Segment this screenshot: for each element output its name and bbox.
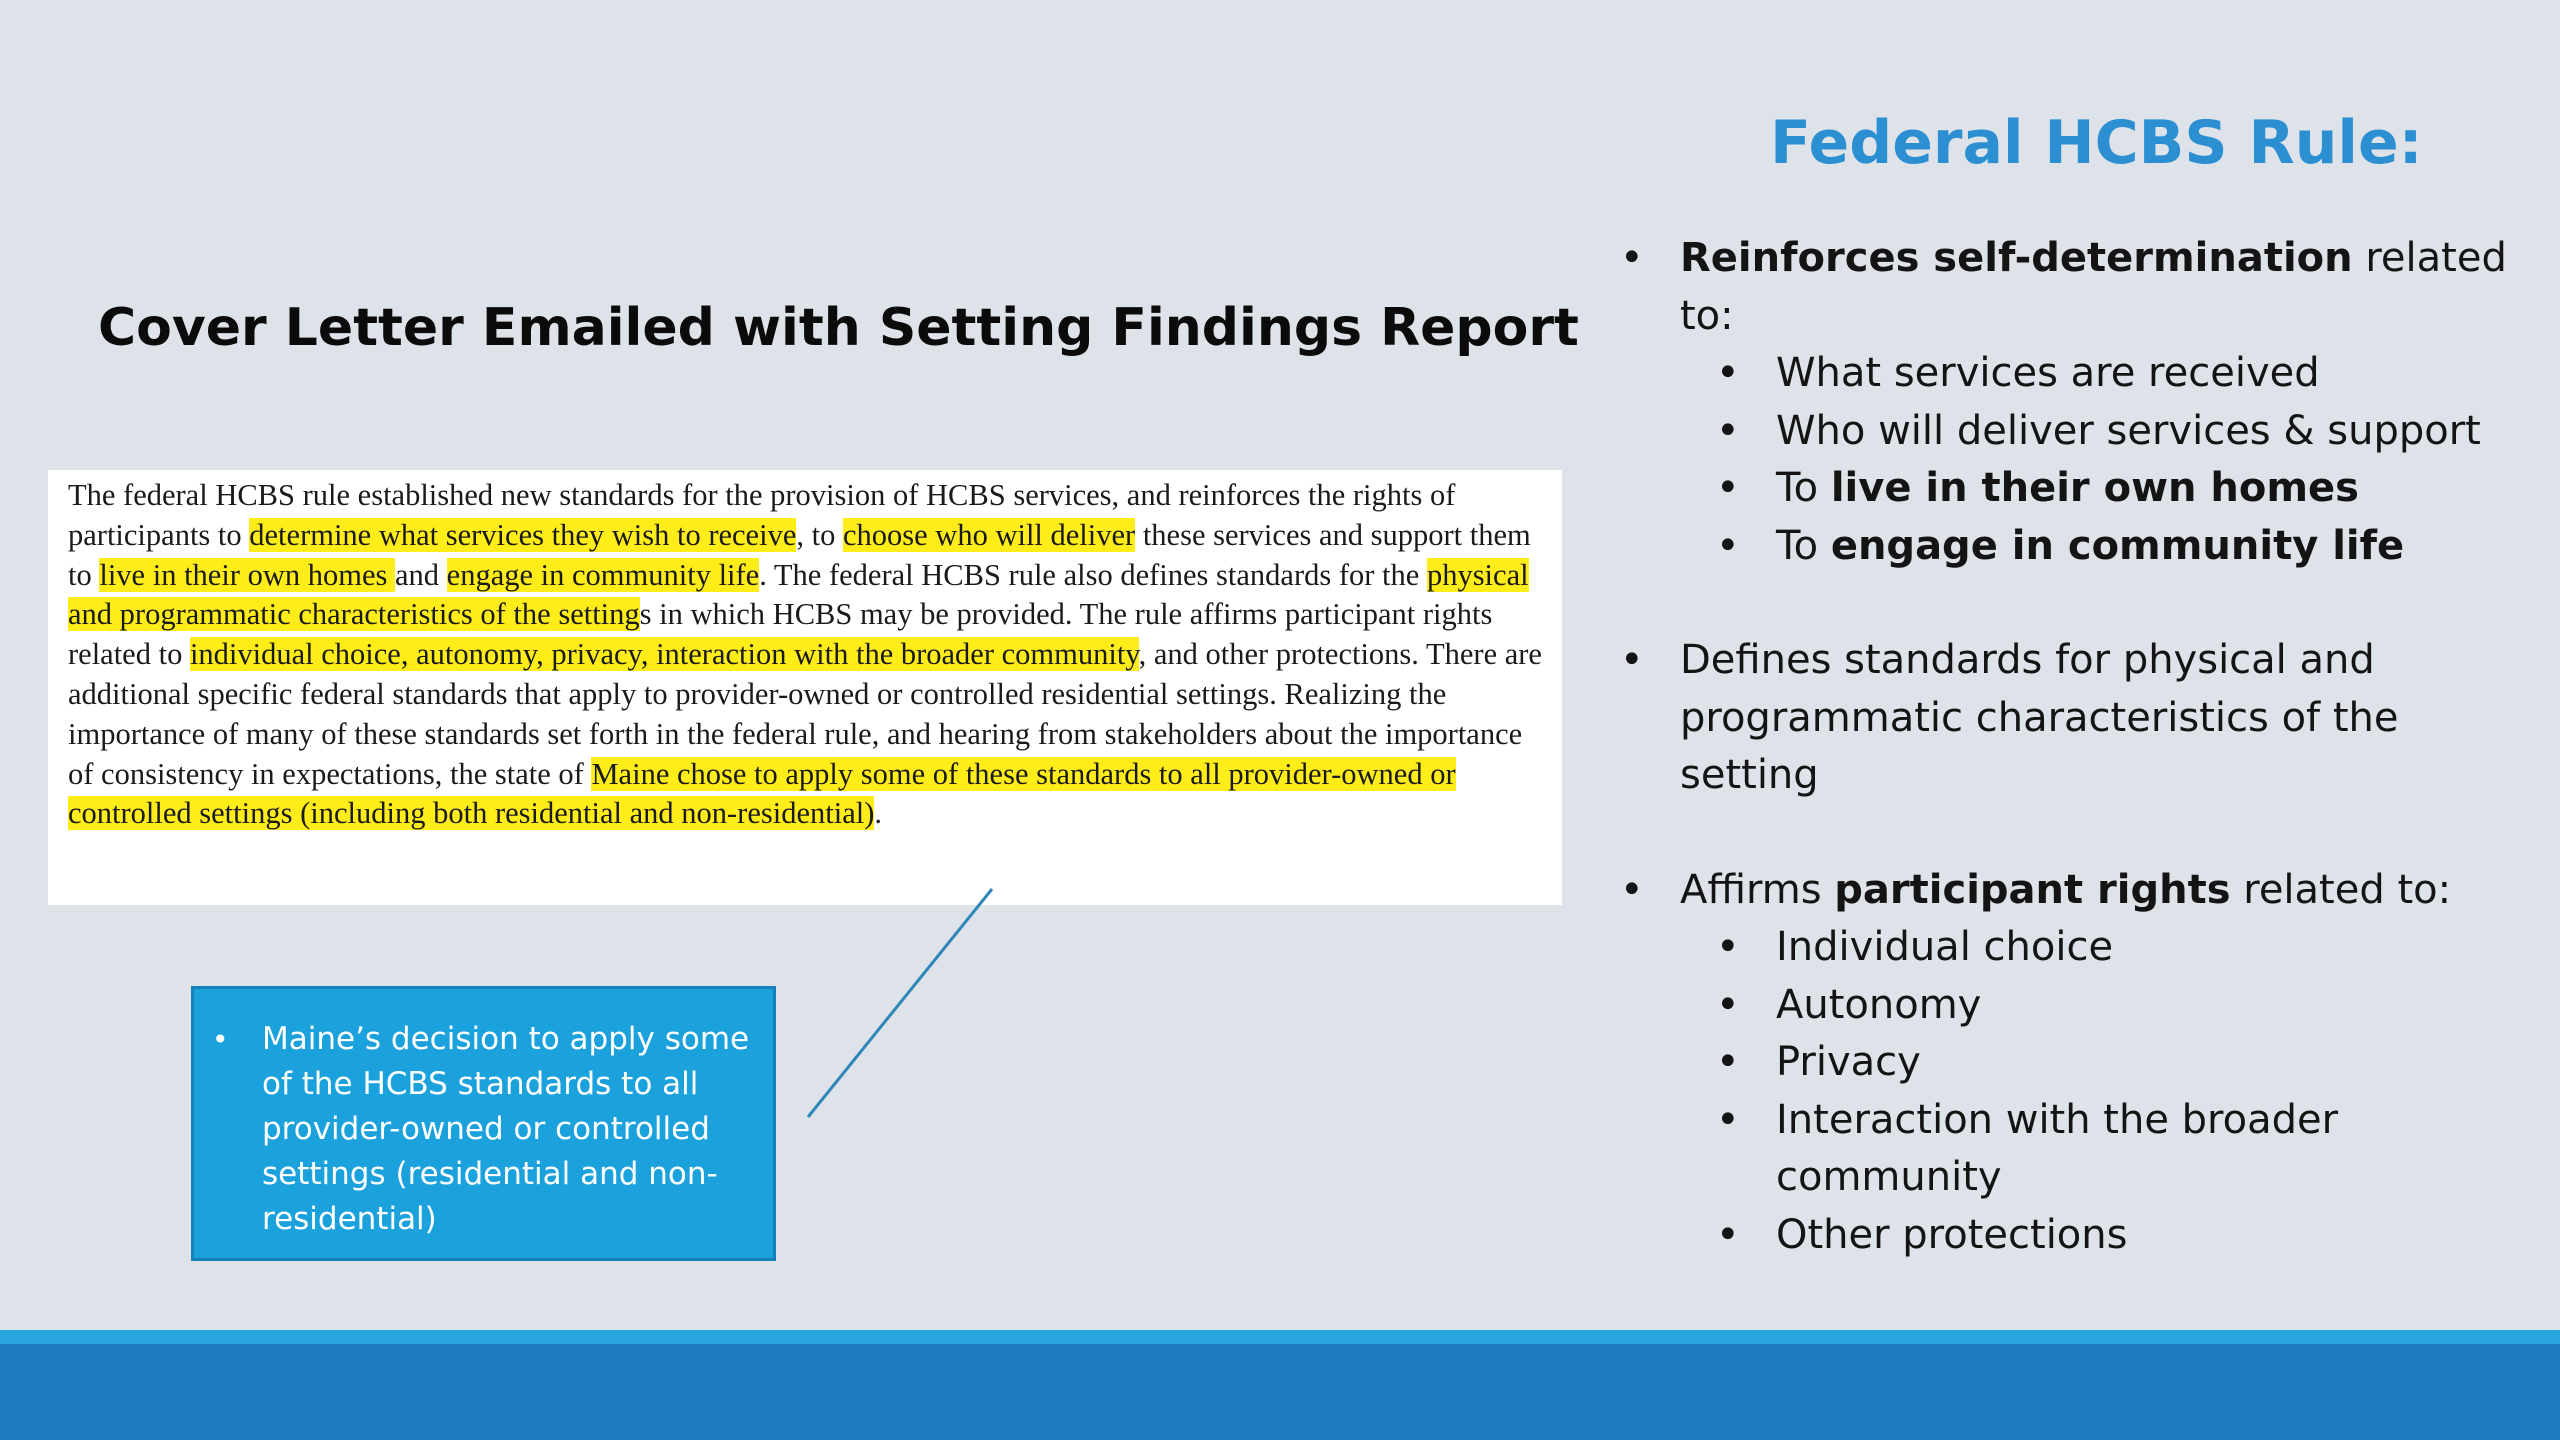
rule-item-bold: Reinforces self-determination (1680, 235, 2353, 281)
bullet: • (1716, 407, 1740, 454)
letter-highlight: engage in community life (446, 557, 760, 592)
rule-item-text: Defines standards for physical and programmatic characteristics of the setting (1680, 637, 2399, 798)
bullet: • (1620, 637, 1644, 683)
bullet: • (1620, 866, 1644, 913)
letter-highlight: determine what services they wish to receive (249, 517, 797, 552)
letter-highlight: individual choice, autonomy, privacy, interaction with the broader community (189, 637, 1139, 672)
sub-item-text: What services are received (1776, 350, 2320, 396)
sub-item-text: Other protections (1776, 1211, 2128, 1258)
sub-item (1620, 518, 2540, 576)
letter-highlight: physical and programmatic characteristics of the setting (68, 557, 1529, 632)
letter-text: , to (796, 517, 843, 552)
bullet: • (1716, 522, 1740, 569)
letter-highlight: live in their own homes (99, 557, 395, 592)
letter-highlight: Maine chose to apply some of these standards to all provider-owned or controlled settings (including both residential and non-residential) (68, 756, 1456, 831)
letter-text: . (874, 796, 882, 831)
sub-item (1620, 1092, 2540, 1207)
bullet: • (1716, 981, 1740, 1028)
rule-item-text: related to: (1680, 235, 2507, 339)
bullet: • (1716, 924, 1740, 970)
callout-bullet: • (212, 1023, 229, 1056)
letter-text: these services and support them to (68, 517, 1531, 592)
letter-text: The federal HCBS rule established new standards for the provision of HCBS services, and reinforces the rights of participants to (68, 478, 1456, 552)
footer-bar (0, 1344, 2560, 1440)
cover-letter-title: Cover Letter Emailed with Setting Findings Report (98, 298, 1579, 358)
sub-item (1620, 1034, 2540, 1092)
bullet: • (1716, 1096, 1740, 1143)
sub-item-bold: engage in community life (1830, 522, 2405, 569)
footer-accent-bar (0, 1330, 2560, 1344)
federal-rule-list (1620, 230, 2540, 1264)
bullet: • (1716, 350, 1740, 396)
bullet: • (1620, 235, 1644, 281)
federal-rule-title: Federal HCBS Rule: (1770, 108, 2423, 178)
letter-text: , and other protections. There are additional specific federal standards that apply to provider-owned or controlled residential settings. Realizing the importance of many of these standards set forth in the federal rule, and hearing from stakeholders about the importance of consistency in expectations, the state of (68, 637, 1542, 791)
rule-item-participant-rights (1620, 862, 2540, 920)
sub-item-text: Who will deliver services & support (1776, 407, 2481, 454)
sub-item (1620, 403, 2540, 461)
bullet: • (1716, 1039, 1740, 1085)
rule-item-self-determination (1620, 230, 2540, 345)
bullet: • (1716, 1211, 1740, 1258)
rule-item-text: related to: (2230, 866, 2452, 913)
letter-highlight: choose who will deliver (842, 517, 1136, 552)
sub-item-text: Privacy (1776, 1039, 1921, 1085)
letter-paragraph (68, 476, 1542, 834)
letter-text: and (395, 557, 447, 592)
sub-item-text: Individual choice (1776, 924, 2114, 970)
spacer (1620, 575, 2540, 632)
sub-item-text: To (1776, 522, 1831, 569)
sub-item-text: To (1776, 465, 1831, 511)
sub-item-bold: live in their own homes (1830, 465, 2359, 511)
letter-text: s in which HCBS may be provided. The rule affirms participant rights related to (68, 597, 1493, 672)
rule-item-standards (1620, 632, 2540, 805)
callout-text: Maine’s decision to apply some of the HCBS standards to all provider-owned or controlled settings (residential and non-residential) (262, 1021, 750, 1237)
bullet: • (1716, 465, 1740, 511)
cover-letter-excerpt (48, 470, 1562, 905)
sub-item (1620, 460, 2540, 518)
sub-item (1620, 1207, 2540, 1265)
sub-item (1620, 977, 2540, 1035)
spacer (1620, 805, 2540, 862)
sub-item-text: Autonomy (1776, 981, 1982, 1028)
rule-item-text: Affirms (1680, 866, 1835, 913)
rule-item-bold: participant rights (1834, 866, 2231, 913)
letter-text: . The federal HCBS rule also defines standards for the (759, 557, 1427, 592)
sub-item (1620, 345, 2540, 403)
callout-box (191, 986, 776, 1261)
sub-item-text: Interaction with the broader community (1776, 1096, 2339, 1200)
sub-item (1620, 919, 2540, 977)
